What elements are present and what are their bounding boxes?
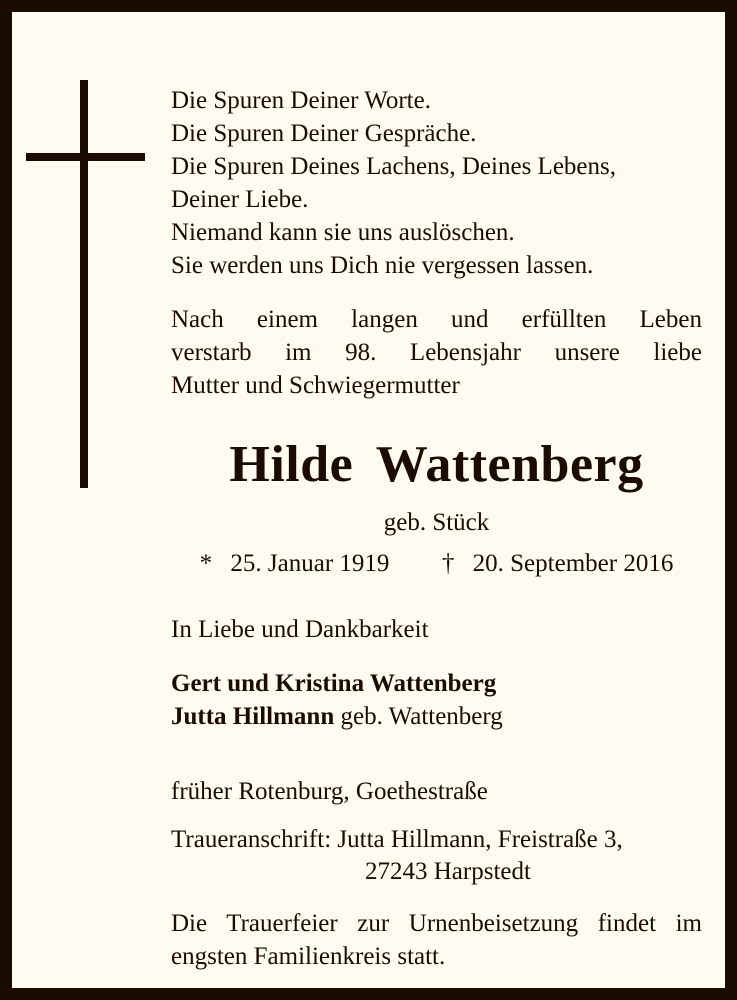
death-cross-icon: † — [441, 550, 455, 577]
intro-line-1: Nach einem langen und erfüllten Leben — [171, 306, 702, 333]
intro-line-3: Mutter und Schwiegermutter — [171, 372, 460, 399]
deceased-name: Hilde Wattenberg — [229, 436, 644, 493]
death-date: 20. September 2016 — [472, 550, 674, 577]
intro-line-2: verstarb im 98. Lebensjahr unsere liebe — [171, 339, 702, 366]
maiden-name: geb. Stück — [383, 509, 490, 536]
closing-line-1: Die Trauerfeier zur Urnenbeisetzung findet im — [171, 910, 702, 937]
mourner-1-name: Gert und Kristina Wattenberg — [171, 670, 497, 697]
birth-star-icon: * — [199, 550, 213, 577]
verse-line-5: Niemand kann sie uns auslöschen. — [171, 219, 515, 246]
former-address: früher Rotenburg, Goethestraße — [171, 778, 488, 805]
verse-line-2: Die Spuren Deiner Gespräche. — [171, 120, 477, 147]
dedication: In Liebe und Dankbarkeit — [171, 616, 429, 643]
mourning-address-line-1: Traueranschrift: Jutta Hillmann, Freistraße 3, — [171, 826, 623, 853]
verse-line-4: Deiner Liebe. — [171, 186, 309, 213]
mourner-2-maiden: geb. Wattenberg — [334, 703, 503, 730]
cross-icon-vertical — [80, 80, 88, 488]
life-dates — [171, 549, 702, 579]
verse-line-3: Die Spuren Deines Lachens, Deines Lebens, — [171, 153, 616, 180]
cross-icon-horizontal — [26, 153, 145, 161]
verse-line-6: Sie werden uns Dich nie vergessen lassen. — [171, 252, 594, 279]
birth-date: 25. Januar 1919 — [230, 550, 390, 577]
mourner-2-name: Jutta Hillmann — [171, 703, 335, 730]
verse-line-1: Die Spuren Deiner Worte. — [171, 87, 431, 114]
mourning-address-line-2: 27243 Harpstedt — [365, 858, 531, 885]
mourner-1 — [171, 669, 496, 699]
closing-line-2: engsten Familienkreis statt. — [171, 943, 446, 970]
mourner-2 — [171, 702, 503, 732]
